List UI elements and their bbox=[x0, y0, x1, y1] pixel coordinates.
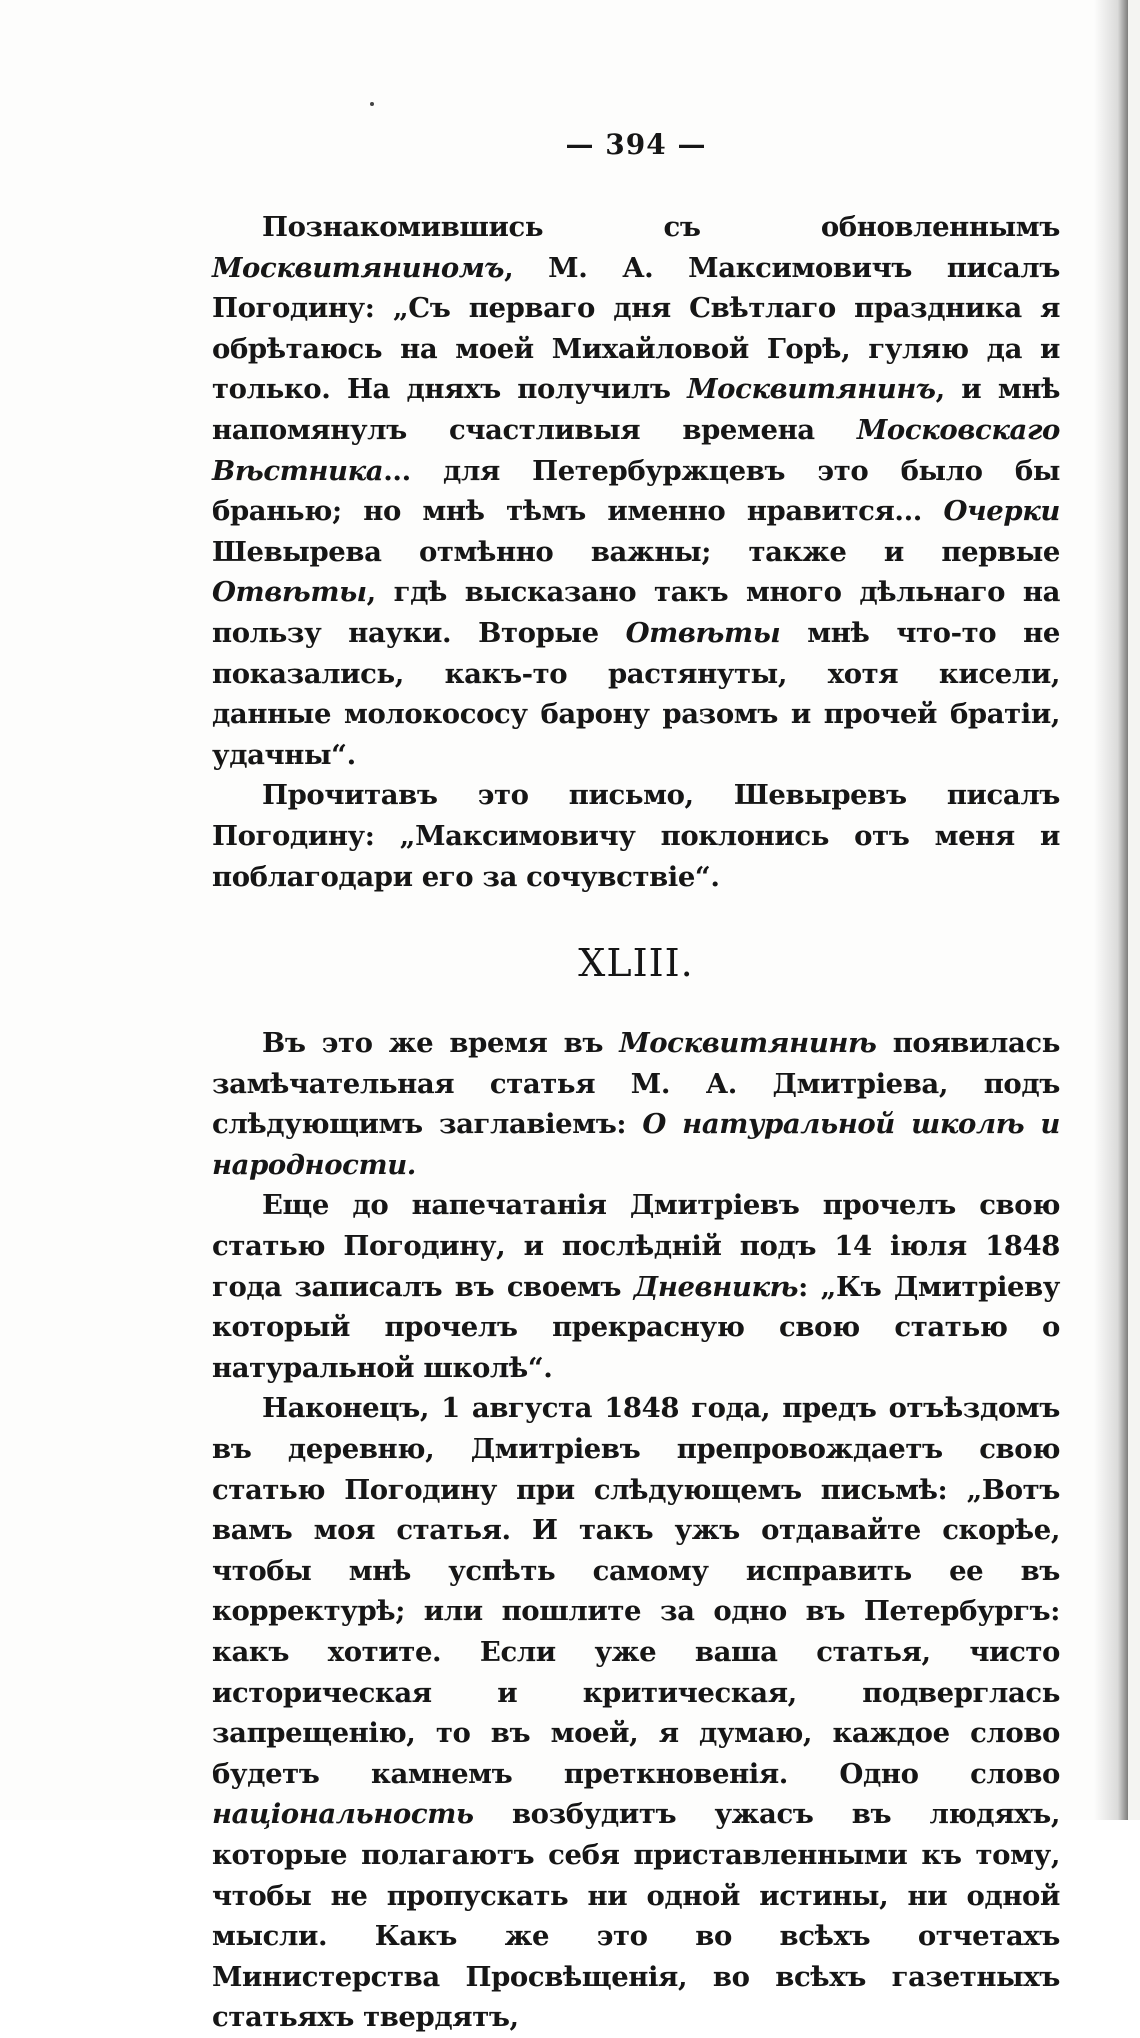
paragraph-text: : „Къ Дмитріеву который прочелъ прекрасную свою статью о натуральной школѣ“. bbox=[212, 1270, 1060, 1384]
italic-title-text: Московскаго Вѣстника bbox=[212, 413, 1060, 487]
paragraph-text: , М. А. Максимовичъ писалъ Погодину: „Съ перваго дня Свѣтлаго праздника я обрѣтаюсь на моей Михайловой Горѣ, гуляю да и только. На дняхъ получилъ bbox=[212, 251, 1060, 406]
paragraphs-before-heading bbox=[212, 207, 1060, 897]
italic-title-text: Москвитянинѣ bbox=[619, 1027, 877, 1060]
section-heading: XLIII. bbox=[578, 941, 694, 986]
paragraph-text: появилась замѣчательная статья М. А. Дмитріева, подъ слѣдующимъ заглавіемъ: bbox=[212, 1027, 1061, 1141]
paragraph-text: , и мнѣ напомянулъ счастливыя времена bbox=[212, 373, 1060, 446]
paragraph-text: Познакомившись съ обновленнымъ bbox=[262, 211, 1060, 243]
page-edge bbox=[1128, 0, 1140, 1820]
paragraph-text: Наконецъ, 1 августа 1848 года, предъ отъѣздомъ въ деревню, Дмитріевъ препровождаетъ свою статью Погодину при слѣдующемъ письмѣ: „Вотъ вамъ моя статья. И такъ ужъ отдавайте скорѣе, чтобы мнѣ успѣть самому исправить ее въ корректурѣ; или пошлите за одно въ Петербургъ: какъ хотите. Если уже ваша статья, чисто историческая и критическая, подверглась запрещенію, то въ моей, я думаю, каждое слово будетъ камнемъ преткновенія. Одно слово bbox=[212, 1392, 1060, 1790]
italic-title-text: Дневникѣ bbox=[633, 1270, 799, 1303]
paragraph bbox=[212, 1388, 1060, 2038]
paragraph bbox=[212, 207, 1060, 775]
italic-title-text: Очерки bbox=[943, 495, 1060, 528]
paragraph-text: Шевырева отмѣнно важны; также и первые bbox=[212, 535, 1060, 568]
paragraph-text: , гдѣ высказано такъ много дѣльнаго на пользу науки. Вторые bbox=[212, 576, 1060, 649]
italic-title-text: Отвѣты bbox=[625, 616, 781, 649]
italic-title-text: національность bbox=[212, 1798, 474, 1831]
page-gutter-shadow bbox=[1094, 0, 1128, 1820]
paragraphs-after-heading bbox=[212, 1023, 1060, 2038]
italic-title-text: О натуральной школѣ и народности. bbox=[212, 1108, 1060, 1181]
paragraph-text: Прочитавъ это письмо, Шевыревъ писалъ Погодину: „Максимовичу поклонись отъ меня и поблагодари его за сочувствіе“. bbox=[212, 779, 1060, 893]
paragraph-text: ... для Петербуржцевъ это было бы бранью; но мнѣ тѣмъ именно нравится... bbox=[212, 454, 1060, 528]
scan-speck bbox=[370, 102, 374, 106]
italic-title-text: Москвитяниномъ bbox=[212, 251, 505, 284]
paragraph-text: Еще до напечатанія Дмитріевъ прочелъ свою статью Погодину, и послѣдній подъ 14 іюля 1848 года записалъ въ своемъ bbox=[212, 1189, 1060, 1303]
paragraph-text: мнѣ что-то не показались, какъ-то растянуты, хотя кисели, данные молокососу барону разомъ и прочей братіи, удачны“. bbox=[212, 616, 1060, 771]
paragraph bbox=[212, 1023, 1060, 1185]
italic-title-text: Москвитянинъ bbox=[687, 373, 936, 406]
page-number: — 394 — bbox=[565, 128, 707, 161]
paragraph-text: Въ это же время въ bbox=[262, 1027, 620, 1060]
paragraph bbox=[212, 775, 1060, 897]
paragraph bbox=[212, 1185, 1060, 1388]
italic-title-text: Отвѣты bbox=[212, 576, 367, 609]
text-block bbox=[212, 128, 1060, 2038]
paragraph-text: возбудитъ ужасъ въ людяхъ, которые полагаютъ себя приставленными къ тому, чтобы не пропускать ни одной истины, ни одной мысли. Какъ же это во всѣхъ отчетахъ Министерства Просвѣщенія, во всѣхъ газетныхъ статьяхъ твердятъ, bbox=[212, 1798, 1060, 2034]
